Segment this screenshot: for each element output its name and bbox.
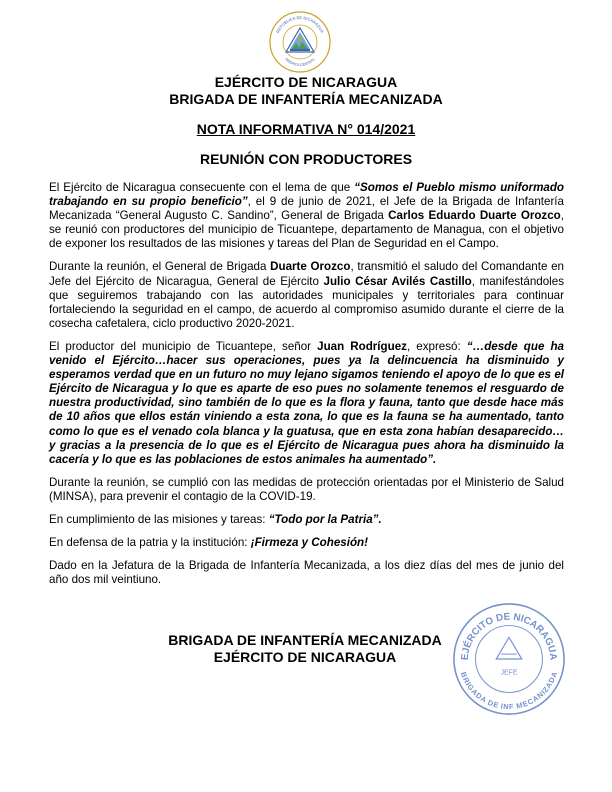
stamp-text-top: EJÉRCITO DE NICARAGUA	[459, 611, 559, 661]
nicaragua-coat-of-arms-seal	[268, 10, 332, 74]
text-run: Julio César Avilés Castillo	[323, 274, 472, 288]
text-run: El productor del municipio de Ticuantepe, señor	[49, 339, 318, 353]
paragraph-date	[49, 559, 564, 587]
paragraph-defense	[49, 536, 564, 550]
text-run: , transmitió el saludo del Comandante en Jefe del Ejército de Nicaragua, General de Ejército	[49, 260, 565, 288]
text-run: “…desde que ha venido el Ejército…hacer sus operaciones, pues ya la delincuencia ha disminuido y esperamos verdad que en un futuro no muy lejano sigamos teniendo el apoyo de lo que es el Ejército de Nicaragua y lo que es aparte de eso pues no solamente tenemos el resguardo de nuestra productividad, sino también de lo que es la flora y fauna, tanto que desde hace más de 10 años que ellos están viniendo a esta zona, lo que es la fauna se ha aumentado, tanto como lo que es el venado cola blanca y la guatusa, que en esta zona habían desaparecido… y gracias a la presencia de lo que es el Ejército de Nicaragua pues ahora ha disminuido la cacería y lo que es las poblaciones de estos animales ha aumentado”.	[49, 339, 565, 466]
paragraph-greeting	[49, 260, 564, 330]
text-run: Duarte Orozco	[270, 260, 351, 274]
paragraph-motto	[49, 513, 564, 527]
text-run: , expresó:	[406, 339, 467, 353]
paragraph-intro	[49, 181, 564, 251]
text-run: Durante la reunión, el General de Brigada	[49, 260, 271, 274]
unit-name: BRIGADA DE INFANTERÍA MECANIZADA	[169, 91, 443, 107]
text-run: Carlos Eduardo Duarte Orozco	[388, 209, 561, 223]
note-title: NOTA INFORMATIVA N° 014/2021	[196, 121, 416, 137]
text-run: , manifestándoles que seguiremos trabajando con las autoridades municipales y territoriales para continuar fortaleciendo la seguridad en el campo, de acuerdo al compromiso asumido durante el cierre de la cosecha cafetalera, ciclo productivo 2020-2021.	[49, 274, 565, 330]
document-body	[49, 181, 564, 596]
subject-title: REUNIÓN CON PRODUCTORES	[199, 151, 413, 167]
paragraph-quote	[49, 340, 564, 467]
text-run: , se reunió con productores del municipio de Ticuantepe, departamento de Managua, con el objetivo de exponer los resultados de las misiones y tareas del Plan de Seguridad en el Campo.	[49, 209, 564, 251]
text-run: Durante la reunión, se cumplió con las medidas de protección orientadas por el Ministerio de Salud (MINSA), para prevenir el contagio de la COVID-19.	[49, 475, 564, 503]
seal-text-top: REPÚBLICA DE NICARAGUA	[275, 14, 325, 34]
stamp-text-inner: JEFE	[500, 669, 518, 677]
text-run: Dado en la Jefatura de la Brigada de Infantería Mecanizada, a los diez días del mes de junio del año dos mil veintiuno.	[49, 559, 564, 587]
text-run: ¡Firmeza y Cohesión!	[250, 536, 368, 550]
stamp-text-bottom: BRIGADA DE INF MECANIZADA	[458, 670, 560, 712]
text-run: En cumplimiento de las misiones y tareas:	[49, 512, 269, 526]
text-run: “Todo por la Patria”.	[268, 512, 382, 526]
signature-organization: EJÉRCITO DE NICARAGUA	[213, 649, 397, 665]
text-run: Juan Rodríguez	[317, 339, 407, 353]
paragraph-health-measures	[49, 476, 564, 504]
text-run: El Ejército de Nicaragua consecuente con el lema de que	[49, 181, 355, 194]
official-stamp	[450, 600, 568, 718]
signature-unit: BRIGADA DE INFANTERÍA MECANIZADA	[168, 632, 442, 648]
text-run: En defensa de la patria y la institución:	[49, 536, 251, 550]
svg-text:EJÉRCITO DE NICARAGUA	[460, 612, 559, 661]
text-run: “Somos el Pueblo mismo uniformado trabajando en su propio beneficio”	[49, 181, 564, 209]
seal-text-bottom: AMÉRICA CENTRAL	[284, 57, 316, 68]
organization-name: EJÉRCITO DE NICARAGUA	[214, 74, 398, 90]
text-run: , el 9 de junio de 2021, el Jefe de la Brigada de Infantería Mecanizada “General Augusto C. Sandino”, General de Brigada	[49, 195, 564, 223]
